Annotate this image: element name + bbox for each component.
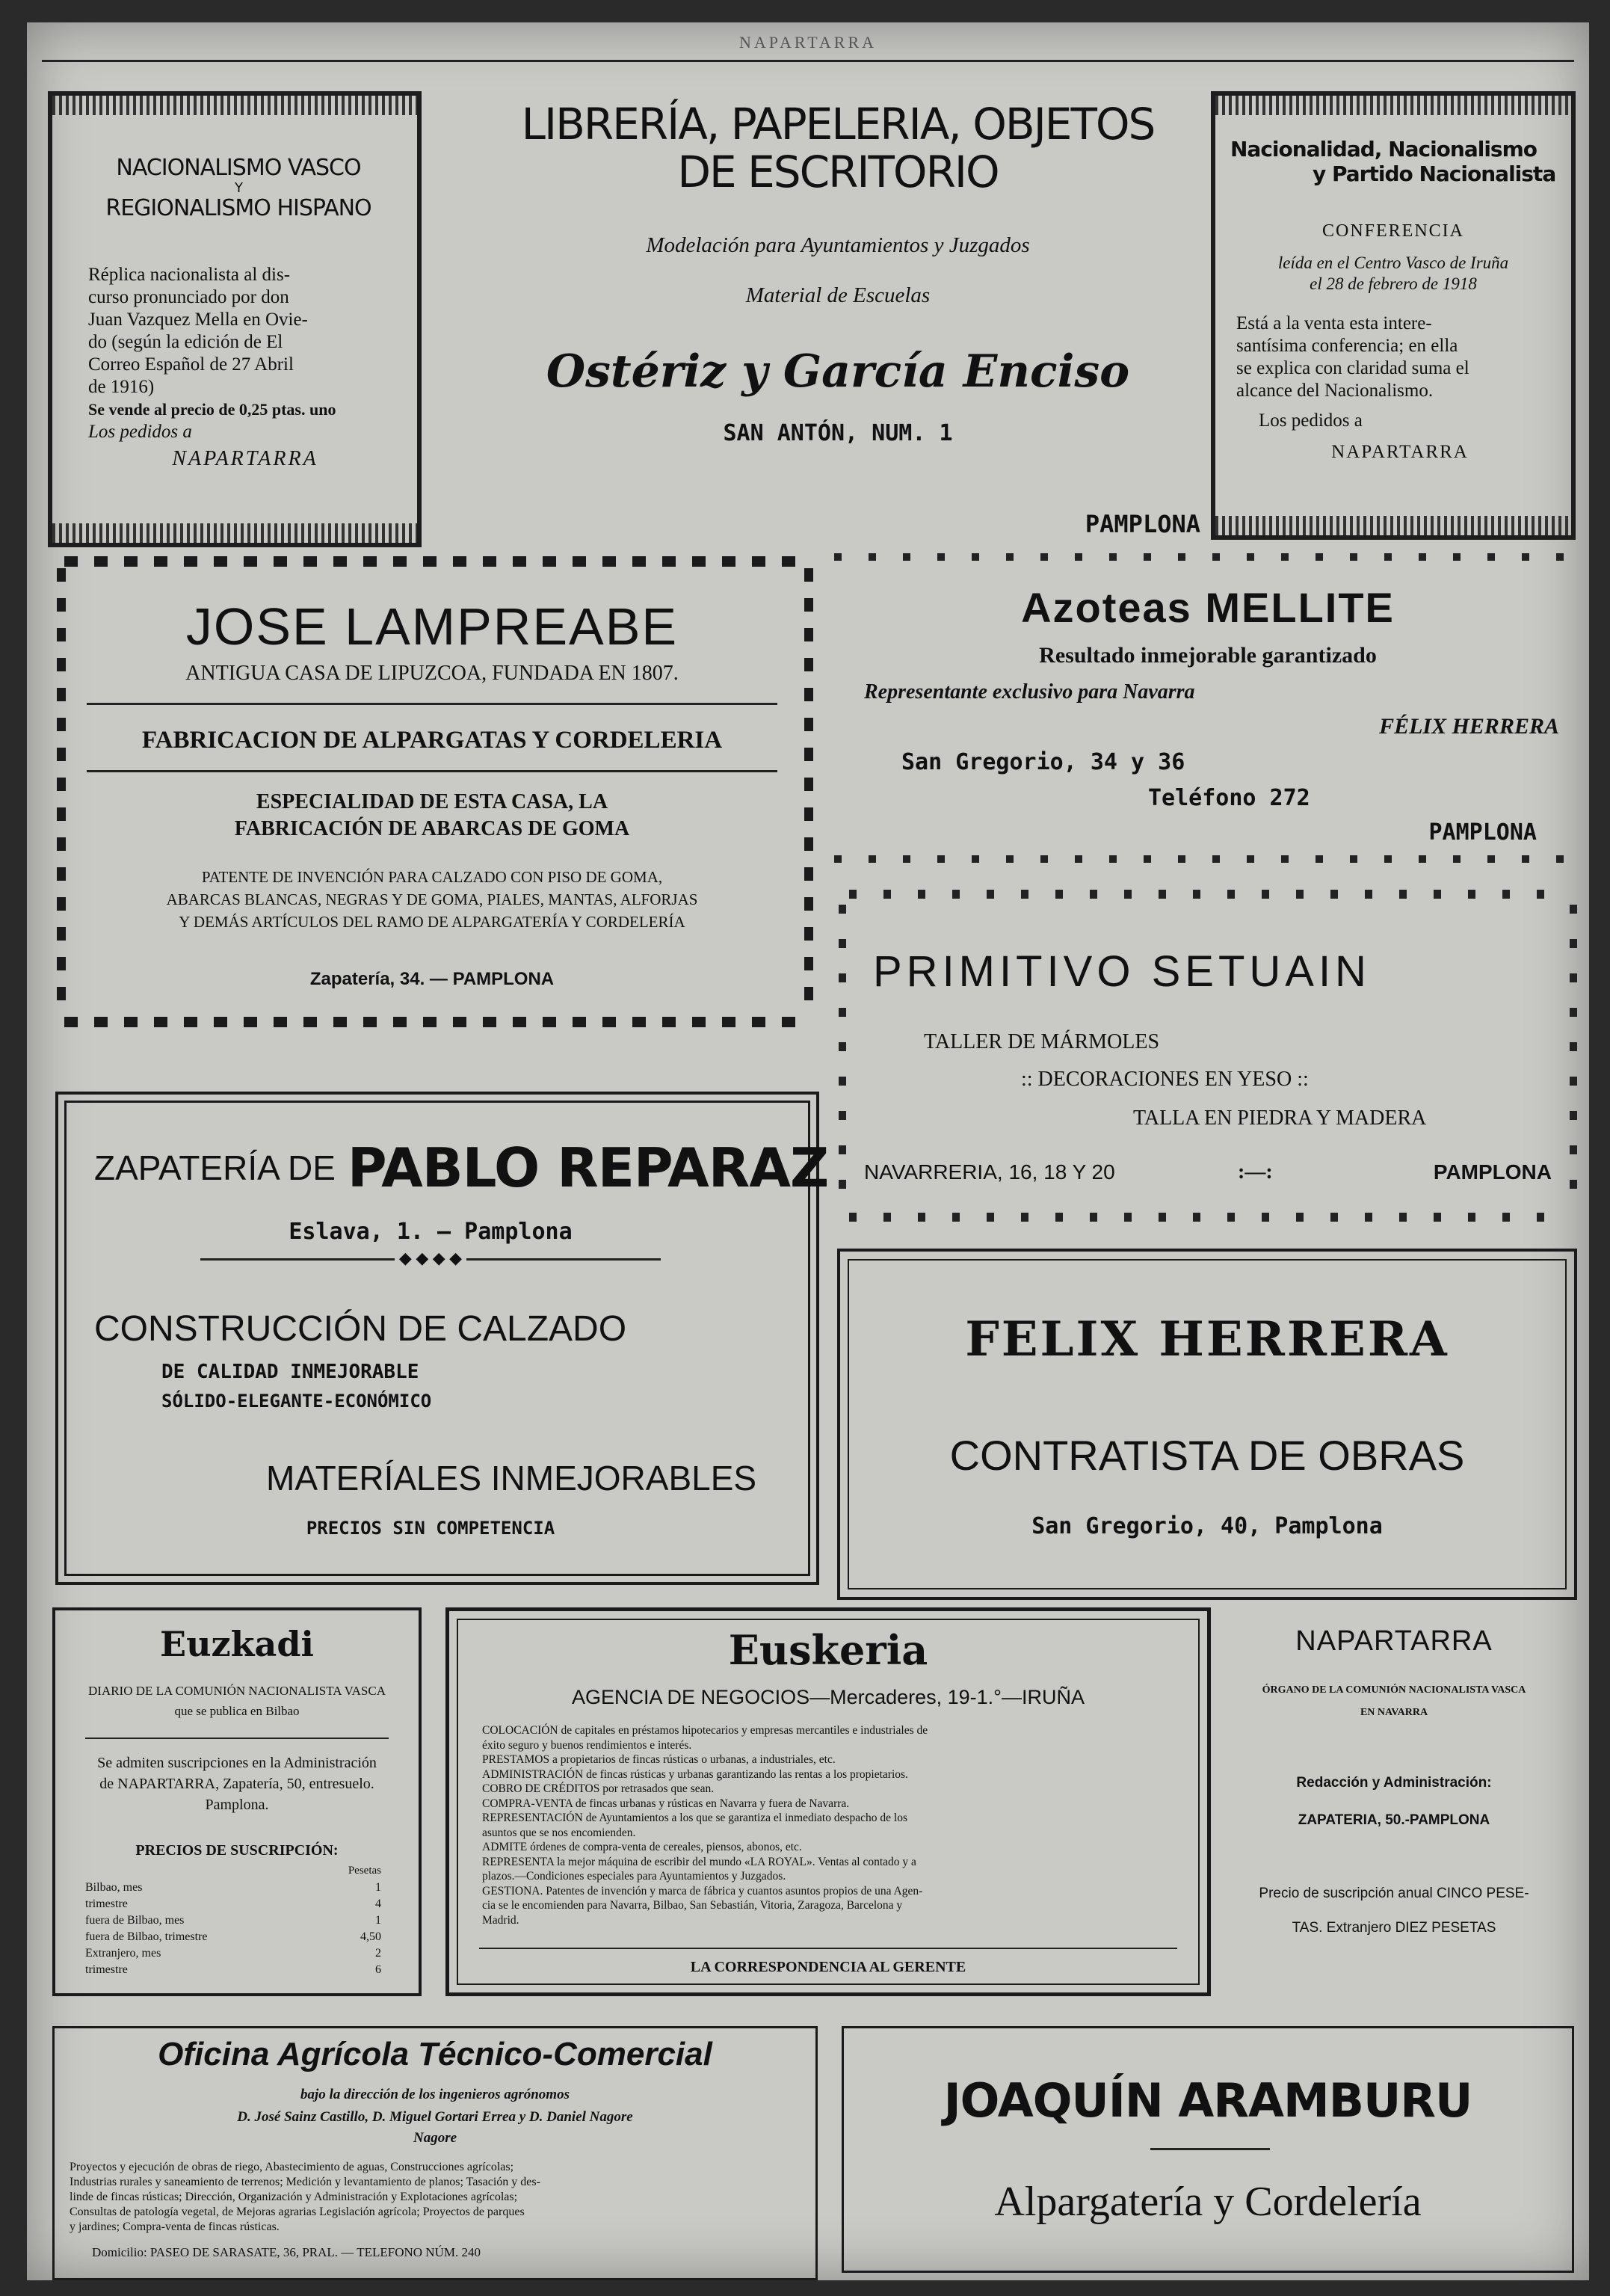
- title: Oficina Agrícola Técnico-Comercial: [158, 2036, 712, 2072]
- body-line: Consultas de patología vegetal, de Mejoras agrarias Legislación agrícola; Proyectos de parques: [70, 2206, 525, 2218]
- city: PAMPLONA: [1085, 510, 1200, 538]
- headline: CONSTRUCCIÓN DE CALZADO: [94, 1309, 627, 1349]
- price-row: [85, 1962, 381, 1978]
- price-label: fuera de Bilbao, trimestre: [85, 1930, 208, 1943]
- body-line: Correo Español de 27 Abril: [88, 354, 294, 375]
- title-conjunction: Y: [235, 180, 242, 196]
- title: NACIONALISMO VASCO: [116, 155, 361, 181]
- ad-oficina-agricola: [52, 2026, 818, 2280]
- body-line: ADMINISTRACIÓN de fincas rústicas y urbanas garantizando las rentas a los propietarios.: [482, 1767, 908, 1781]
- address: San Gregorio, 34 y 36: [901, 749, 1185, 775]
- ad-euzkadi: [52, 1607, 422, 1996]
- masthead: NAPARTARRA: [738, 33, 878, 52]
- body-line: COLOCACIÓN de capitales en préstamos hipotecarios y empresas mercantiles e industriales de: [482, 1724, 928, 1737]
- body-line: Proyectos y ejecución de obras de riego, Abastecimiento de aguas, Construcciones agrícolas;: [70, 2161, 514, 2173]
- ad-felix-herrera: [837, 1249, 1577, 1600]
- border-ornament: [1570, 905, 1577, 1211]
- price-value: 2: [375, 1947, 381, 1960]
- trade: Alpargatería y Cordelería: [994, 2179, 1422, 2225]
- body-line: COMPRA-VENTA de fincas urbanas y rústicas en Navarra y fuera de Navarra.: [482, 1797, 850, 1810]
- specialty-line: ESPECIALIDAD DE ESTA CASA, LA: [256, 790, 608, 813]
- description-line: ÓRGANO DE LA COMUNIÓN NACIONALISTA VASCA: [1262, 1684, 1526, 1696]
- service-line: TALLA EN PIEDRA Y MADERA: [1133, 1107, 1427, 1130]
- price-label: Bilbao, mes: [85, 1881, 143, 1894]
- ad-conferencia: [1211, 91, 1576, 540]
- description-line: EN NAVARRA: [1360, 1707, 1428, 1718]
- direction-line: D. José Sainz Castillo, D. Miguel Gortari Errea y D. Daniel Nagore: [237, 2109, 633, 2125]
- direction-line: bajo la dirección de los ingenieros agrónomos: [300, 2087, 570, 2102]
- ad-libreria: [445, 90, 1230, 538]
- title: LIBRERÍA, PAPELERIA, OBJETOS: [521, 99, 1155, 150]
- border-ornament: [52, 96, 417, 115]
- border-ornament: [849, 890, 1567, 899]
- title: Nacionalidad, Nacionalismo: [1230, 137, 1537, 161]
- firm-name: PABLO REPARAZ: [347, 1136, 829, 1199]
- firm-name: PRIMITIVO SETUAIN: [873, 947, 1371, 996]
- phone: Teléfono 272: [1148, 785, 1310, 811]
- firm-name: Ostériz y García Enciso: [546, 345, 1130, 398]
- profession: CONTRATISTA DE OBRAS: [949, 1432, 1465, 1479]
- specialty-line: FABRICACIÓN DE ABARCAS DE GOMA: [234, 817, 630, 840]
- ad-aramburu: [842, 2026, 1574, 2273]
- firm-name: JOAQUÍN ARAMBURU: [943, 2073, 1472, 2128]
- price-line: TAS. Extranjero DIEZ PESETAS: [1292, 1920, 1496, 1936]
- subtitle: Modelación para Ayuntamientos y Juzgados: [646, 233, 1030, 257]
- title: REGIONALISMO HISPANO: [105, 195, 371, 221]
- body-line: Réplica nacionalista al dis-: [88, 265, 291, 285]
- title: NAPARTARRA: [1295, 1625, 1493, 1657]
- tagline: Resultado inmejorable garantizado: [1039, 643, 1377, 668]
- border-ornament: [834, 855, 1582, 863]
- headline: MATERÍALES INMEJORABLES: [266, 1459, 757, 1498]
- border-ornament: [1215, 516, 1571, 535]
- divider: [87, 770, 777, 772]
- city: PAMPLONA: [1428, 819, 1537, 846]
- ad-euskeria: [445, 1607, 1211, 1996]
- subtitle: ANTIGUA CASA DE LIPUZCOA, FUNDADA EN 1807.: [185, 662, 679, 685]
- price-line: PRECIOS SIN COMPETENCIA: [306, 1518, 555, 1539]
- body-line: santísima conferencia; en ella: [1236, 336, 1458, 356]
- body-line: REPRESENTACIÓN de Ayuntamientos a los que se garantiza el inmediato despacho de los: [482, 1812, 907, 1824]
- body-line: PRESTAMOS a propietarios de fincas rústicas o urbanas, a industriales, etc.: [482, 1753, 836, 1766]
- body-line: linde de fincas rústicas; Dirección, Organización y Administración y Explotaciones agrícolas;: [70, 2191, 518, 2203]
- price-row: [85, 1945, 381, 1962]
- title: Azoteas MELLITE: [1021, 584, 1395, 631]
- subtitle: Material de Escuelas: [745, 283, 931, 307]
- price-row: [85, 1929, 381, 1945]
- price-value: 4: [375, 1898, 381, 1910]
- body-line: GESTIONA. Patentes de invención y marca de fábrica y cuantos asuntos propios de una Agen-: [482, 1884, 923, 1898]
- price-value: 4,50: [360, 1930, 381, 1943]
- price-value: 6: [375, 1963, 381, 1976]
- price-line: Precio de suscripción anual CINCO PESE-: [1259, 1886, 1529, 1901]
- city: PAMPLONA: [1433, 1160, 1552, 1184]
- separator: :—:: [1238, 1160, 1273, 1184]
- title: Euskeria: [728, 1626, 928, 1674]
- description-line: Se admiten suscripciones en la Administración: [97, 1755, 377, 1771]
- description-line: Pamplona.: [205, 1797, 269, 1813]
- body-line: Está a la venta esta intere-: [1236, 313, 1432, 333]
- service-line: TALLER DE MÁRMOLES: [924, 1030, 1160, 1053]
- price-label: trimestre: [85, 1963, 128, 1976]
- title: y Partido Nacionalista: [1313, 161, 1556, 186]
- body-line: curso pronunciado por don: [88, 287, 289, 307]
- firm-name: FELIX HERRERA: [965, 1311, 1449, 1367]
- divider: [200, 1258, 395, 1261]
- price-value: 1: [375, 1881, 381, 1894]
- body-line: éxito seguro y buenos rendimientos e interés.: [482, 1738, 692, 1752]
- representative-name: FÉLIX HERRERA: [1379, 714, 1559, 739]
- italic-line: leída en el Centro Vasco de Iruña: [1277, 253, 1509, 272]
- body-line: cia se le encomienden para Navarra, Bilbao, San Sebastián, Vitoria, Zaragoza, Barcelona y: [482, 1899, 903, 1912]
- orders-label: Los pedidos a: [1259, 410, 1363, 431]
- price-row: [85, 1912, 381, 1929]
- addressee: NAPARTARRA: [1331, 442, 1469, 462]
- ad-napartarra: [1211, 1607, 1577, 1996]
- border-ornament: [52, 523, 417, 543]
- body-line: alcance del Nacionalismo.: [1236, 381, 1434, 401]
- border-ornament: [1215, 96, 1571, 115]
- newspaper-page: [27, 22, 1589, 2280]
- orders-label: Los pedidos a: [88, 422, 192, 442]
- body-line: ABARCAS BLANCAS, NEGRAS Y DE GOMA, PIALES, MANTAS, ALFORJAS: [166, 890, 698, 908]
- address: SAN ANTÓN, NUM. 1: [723, 420, 953, 446]
- divider: [479, 1948, 1177, 1949]
- price-label: trimestre: [85, 1898, 128, 1910]
- service-line: :: DECORACIONES EN YESO ::: [1021, 1068, 1309, 1091]
- ad-mellite: [834, 546, 1582, 875]
- body-line: Juan Vazquez Mella en Ovie-: [88, 310, 308, 330]
- address: Domicilio: PASEO DE SARASATE, 36, PRAL. — TELEFONO NÚM. 240: [92, 2245, 481, 2259]
- price: Se vende al precio de 0,25 ptas. uno: [88, 400, 336, 419]
- body-line: PATENTE DE INVENCIÓN PARA CALZADO CON PISO DE GOMA,: [201, 868, 663, 886]
- description-line: Redacción y Administración:: [1296, 1775, 1492, 1791]
- title: DE ESCRITORIO: [677, 147, 999, 197]
- border-ornament: [64, 1017, 804, 1027]
- addressee: NAPARTARRA: [172, 447, 318, 470]
- address: ZAPATERIA, 50.-PAMPLONA: [1298, 1812, 1490, 1828]
- heading: FABRICACION DE ALPARGATAS Y CORDELERIA: [141, 727, 723, 754]
- ornament: ◆ ◆ ◆ ◆: [398, 1249, 463, 1267]
- address: Zapatería, 34. — PAMPLONA: [309, 969, 555, 989]
- body-line: de 1916): [88, 377, 155, 397]
- ad-lampreabe: [42, 546, 822, 1032]
- body-line: REPRESENTA la mejor máquina de escribir del mundo «LA ROYAL». Ventas al contado y a: [482, 1855, 916, 1868]
- body-line: Madrid.: [482, 1913, 519, 1927]
- border-ornament: [849, 1213, 1567, 1222]
- divider: [1150, 2148, 1270, 2150]
- top-rule: [42, 60, 1574, 62]
- description-line: que se publica en Bilbao: [174, 1704, 300, 1718]
- direction-line: Nagore: [413, 2130, 457, 2146]
- ad-setuain: [834, 875, 1582, 1249]
- price-row: [85, 1896, 381, 1912]
- body-line: plazos.—Condiciones especiales para Ayuntamientos y Juzgados.: [482, 1870, 786, 1883]
- frame: [848, 1259, 1567, 1589]
- quality-line: DE CALIDAD INMEJORABLE: [161, 1361, 419, 1383]
- divider: [87, 703, 777, 705]
- border-ornament: [834, 553, 1582, 561]
- prices-table: [85, 1880, 381, 1978]
- border-ornament: [839, 905, 846, 1211]
- divider: [466, 1258, 661, 1261]
- footer: LA CORRESPONDENCIA AL GERENTE: [690, 1959, 966, 1975]
- divider: [85, 1738, 389, 1739]
- ad-reparaz: [42, 1062, 829, 1585]
- firm-name: JOSE LAMPREABE: [185, 597, 679, 656]
- representative-label: Representante exclusivo para Navarra: [864, 680, 1195, 704]
- title: Euzkadi: [160, 1624, 314, 1664]
- price-value: 1: [375, 1914, 381, 1927]
- body-line: y jardines; Compra-venta de fincas rústicas.: [70, 2220, 280, 2233]
- address: Eslava, 1. — Pamplona: [289, 1219, 573, 1245]
- body-line: se explica con claridad suma el: [1236, 358, 1469, 378]
- description-line: de NAPARTARRA, Zapatería, 50, entresuelo.: [99, 1776, 374, 1792]
- price-label: Extranjero, mes: [85, 1947, 161, 1960]
- body-line: Industrias rurales y saneamiento de terrenos; Medición y levantamiento de planos; Tasación y des-: [70, 2176, 540, 2188]
- address: NAVARRERIA, 16, 18 Y 20: [864, 1160, 1115, 1184]
- price-row: [85, 1880, 381, 1896]
- prefix: ZAPATERÍA DE: [94, 1148, 336, 1187]
- ad-nacionalismo: [48, 91, 422, 547]
- address: San Gregorio, 40, Pamplona: [1031, 1513, 1383, 1539]
- subtitle: AGENCIA DE NEGOCIOS—Mercaderes, 19-1.°—IRUÑA: [572, 1686, 1085, 1708]
- body-line: asuntos que se nos encomienden.: [482, 1826, 636, 1839]
- prices-title: PRECIOS DE SUSCRIPCIÓN:: [135, 1842, 339, 1859]
- body-line: do (según la edición de El: [88, 332, 283, 352]
- border-ornament: [64, 556, 804, 567]
- prices-header: Pesetas: [348, 1865, 381, 1877]
- description-line: DIARIO DE LA COMUNIÓN NACIONALISTA VASCA: [88, 1684, 386, 1698]
- body-line: Y DEMÁS ARTÍCULOS DEL RAMO DE ALPARGATERÍA Y CORDELERÍA: [179, 913, 685, 931]
- subtitle: CONFERENCIA: [1321, 221, 1464, 241]
- italic-line: el 28 de febrero de 1918: [1310, 274, 1477, 293]
- price-label: fuera de Bilbao, mes: [85, 1914, 185, 1927]
- quality-line: SÓLIDO-ELEGANTE-ECONÓMICO: [161, 1391, 432, 1412]
- body-line: ADMITE órdenes de compra-venta de cereales, piensos, abonos, etc.: [482, 1841, 802, 1853]
- body-line: COBRO DE CRÉDITOS por retrasados que sean.: [482, 1782, 715, 1795]
